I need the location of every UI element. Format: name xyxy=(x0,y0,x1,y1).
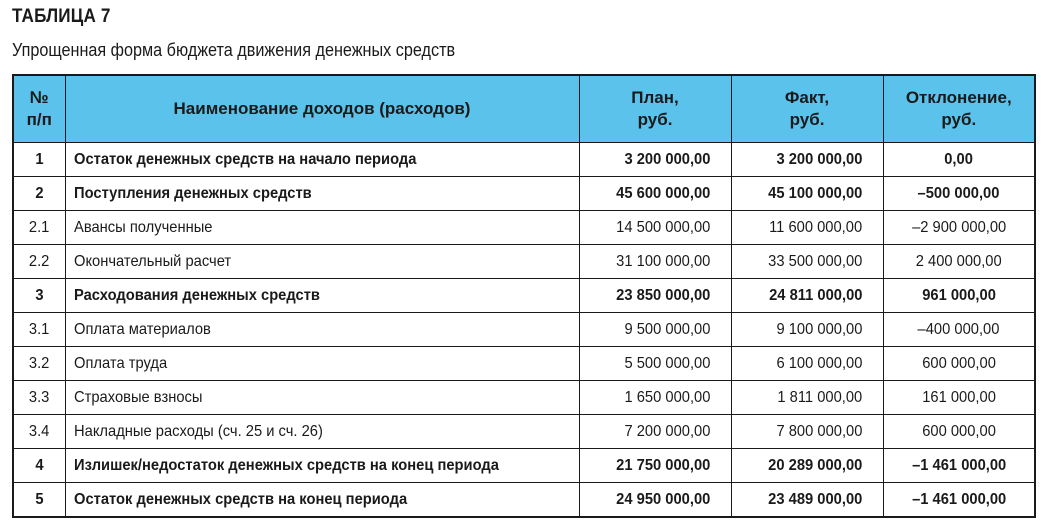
row-plan-value: 7 200 000,00 xyxy=(579,415,731,449)
header-plan: План, руб. xyxy=(579,75,731,143)
row-number: 3.3 xyxy=(13,381,65,415)
table-row xyxy=(13,415,1035,449)
row-fact-value: 23 489 000,00 xyxy=(731,483,883,518)
row-name: Расходования денежных средств xyxy=(65,279,579,313)
row-number: 1 xyxy=(13,143,65,177)
table-row xyxy=(13,313,1035,347)
table-row xyxy=(13,347,1035,381)
row-deviation-value: –2 900 000,00 xyxy=(883,211,1035,245)
row-name: Авансы полученные xyxy=(65,211,579,245)
table-row xyxy=(13,279,1035,313)
row-number: 2 xyxy=(13,177,65,211)
row-deviation-value: –1 461 000,00 xyxy=(883,483,1035,518)
row-fact-value: 20 289 000,00 xyxy=(731,449,883,483)
row-plan-value: 23 850 000,00 xyxy=(579,279,731,313)
row-fact-value: 1 811 000,00 xyxy=(731,381,883,415)
row-deviation-value: 2 400 000,00 xyxy=(883,245,1035,279)
row-fact-value: 24 811 000,00 xyxy=(731,279,883,313)
row-deviation-value: 600 000,00 xyxy=(883,347,1035,381)
header-name: Наименование доходов (расходов) xyxy=(65,75,579,143)
row-name: Остаток денежных средств на конец периода xyxy=(65,483,579,518)
row-deviation-value: –400 000,00 xyxy=(883,313,1035,347)
row-number: 3.2 xyxy=(13,347,65,381)
row-plan-value: 9 500 000,00 xyxy=(579,313,731,347)
row-plan-value: 1 650 000,00 xyxy=(579,381,731,415)
row-fact-value: 3 200 000,00 xyxy=(731,143,883,177)
row-name: Остаток денежных средств на начало периода xyxy=(65,143,579,177)
row-number: 3.4 xyxy=(13,415,65,449)
row-plan-value: 45 600 000,00 xyxy=(579,177,731,211)
table-row xyxy=(13,211,1035,245)
budget-table xyxy=(12,74,1036,518)
row-number: 3.1 xyxy=(13,313,65,347)
row-plan-value: 21 750 000,00 xyxy=(579,449,731,483)
row-deviation-value: 161 000,00 xyxy=(883,381,1035,415)
row-number: 3 xyxy=(13,279,65,313)
row-name: Накладные расходы (сч. 25 и сч. 26) xyxy=(65,415,579,449)
row-fact-value: 11 600 000,00 xyxy=(731,211,883,245)
row-fact-value: 7 800 000,00 xyxy=(731,415,883,449)
row-name: Оплата труда xyxy=(65,347,579,381)
row-name: Поступления денежных средств xyxy=(65,177,579,211)
table-row xyxy=(13,381,1035,415)
row-name: Излишек/недостаток денежных средств на конец периода xyxy=(65,449,579,483)
row-name: Окончательный расчет xyxy=(65,245,579,279)
header-fact: Факт, руб. xyxy=(731,75,883,143)
row-fact-value: 6 100 000,00 xyxy=(731,347,883,381)
table-row xyxy=(13,245,1035,279)
row-fact-value: 45 100 000,00 xyxy=(731,177,883,211)
row-plan-value: 3 200 000,00 xyxy=(579,143,731,177)
row-number: 5 xyxy=(13,483,65,518)
table-row xyxy=(13,177,1035,211)
row-deviation-value: 961 000,00 xyxy=(883,279,1035,313)
table-row xyxy=(13,483,1035,518)
row-plan-value: 31 100 000,00 xyxy=(579,245,731,279)
row-number: 4 xyxy=(13,449,65,483)
header-num: № п/п xyxy=(13,75,65,143)
table-subtitle: Упрощенная форма бюджета движения денежных средств xyxy=(12,40,456,60)
row-number: 2.1 xyxy=(13,211,65,245)
row-number: 2.2 xyxy=(13,245,65,279)
row-fact-value: 33 500 000,00 xyxy=(731,245,883,279)
table-row xyxy=(13,143,1035,177)
row-deviation-value: 0,00 xyxy=(883,143,1035,177)
row-name: Оплата материалов xyxy=(65,313,579,347)
table-body xyxy=(13,143,1035,518)
row-deviation-value: 600 000,00 xyxy=(883,415,1035,449)
row-deviation-value: –500 000,00 xyxy=(883,177,1035,211)
table-title: ТАБЛИЦА 7 xyxy=(12,6,111,27)
row-plan-value: 14 500 000,00 xyxy=(579,211,731,245)
header-deviation: Отклонение, руб. xyxy=(883,75,1035,143)
row-plan-value: 5 500 000,00 xyxy=(579,347,731,381)
table-header-row xyxy=(13,75,1035,143)
row-name: Страховые взносы xyxy=(65,381,579,415)
row-fact-value: 9 100 000,00 xyxy=(731,313,883,347)
table-row xyxy=(13,449,1035,483)
row-plan-value: 24 950 000,00 xyxy=(579,483,731,518)
row-deviation-value: –1 461 000,00 xyxy=(883,449,1035,483)
